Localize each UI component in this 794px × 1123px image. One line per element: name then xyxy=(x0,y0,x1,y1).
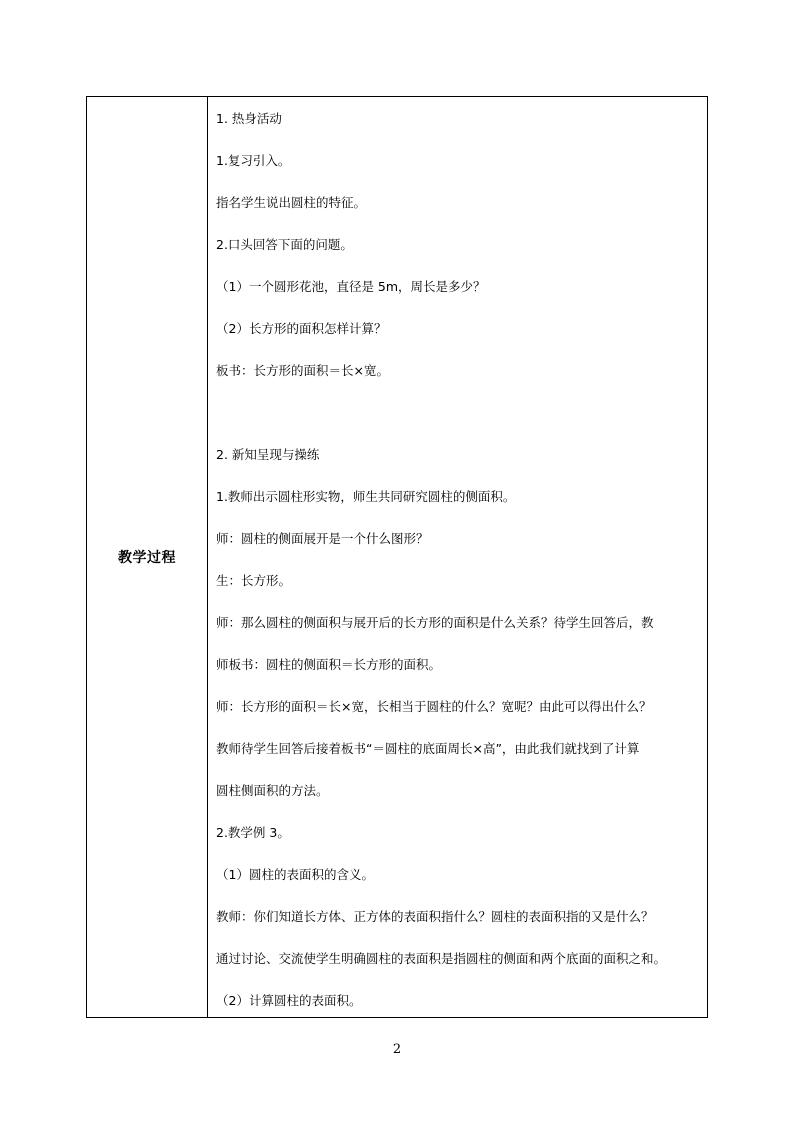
text-line: 1.复习引入。 xyxy=(216,153,291,168)
text-line: （1）圆柱的表面积的含义。 xyxy=(216,867,374,882)
page-number: 2 xyxy=(392,1042,402,1057)
text-line: 1.教师出示圆柱形实物，师生共同研究圆柱的侧面积。 xyxy=(216,489,516,504)
heading-warmup: 1. 热身活动 xyxy=(216,111,282,126)
label-cell xyxy=(87,97,208,1017)
text-line: 板书：长方形的面积＝长×宽。 xyxy=(216,363,389,378)
text-line: 师板书：圆柱的侧面积＝长方形的面积。 xyxy=(216,657,442,672)
text-line: 师：圆柱的侧面展开是一个什么图形？ xyxy=(216,531,429,546)
text-line: 教师：你们知道长方体、正方体的表面积指什么？圆柱的表面积指的又是什么？ xyxy=(216,909,654,924)
text-line: 师：长方形的面积＝长×宽，长相当于圆柱的什么？宽呢？由此可以得出什么？ xyxy=(216,699,652,714)
section-label: 教学过程 xyxy=(118,550,176,566)
text-line: 通过讨论、交流使学生明确圆柱的表面积是指圆柱的侧面和两个底面的面积之和。 xyxy=(216,951,667,966)
text-line: 师：那么圆柱的侧面积与展开后的长方形的面积是什么关系？待学生回答后，教 xyxy=(216,615,654,630)
text-line: 生：长方形。 xyxy=(216,573,292,588)
text-line: 教师待学生回答后接着板书“＝圆柱的底面周长×高”，由此我们就找到了计算 xyxy=(216,741,640,756)
text-line: （2）长方形的面积怎样计算？ xyxy=(216,321,387,336)
heading-new-knowledge: 2. 新知呈现与操练 xyxy=(216,447,320,462)
content-cell xyxy=(208,97,707,1017)
text-line: （1）一个圆形花池，直径是 5m，周长是多少？ xyxy=(216,279,486,294)
text-line: 指名学生说出圆柱的特征。 xyxy=(216,195,367,210)
text-line: 圆柱侧面积的方法。 xyxy=(216,783,329,798)
text-line: 2.教学例 3。 xyxy=(216,825,290,840)
lesson-table xyxy=(86,96,708,1018)
text-line: （2）计算圆柱的表面积。 xyxy=(216,993,362,1008)
text-line: 2.口头回答下面的问题。 xyxy=(216,237,353,252)
